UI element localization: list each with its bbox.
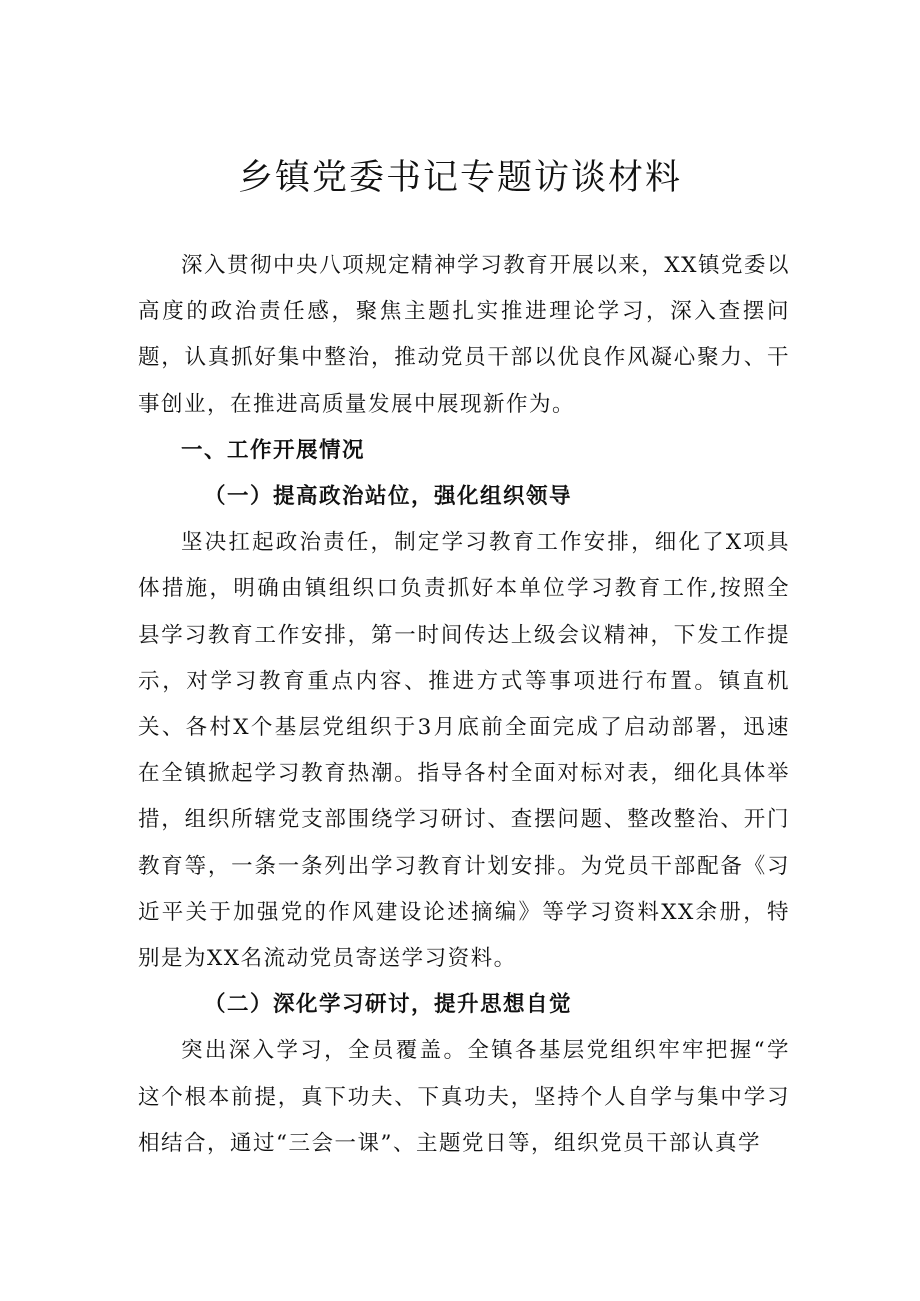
subsection-heading-1: （一）提高政治站位，强化组织领导: [204, 484, 573, 510]
subsection-1-paragraph: 坚决扛起政治责任，制定学习教育工作安排，细化了X项具体措施，明确由镇组织口负责抓好本单位学习教育工作,按照全县学习教育工作安排，第一时间传达上级会议精神，下发工作提示，对学习教育重点内容、推进方式等事项进行布置。镇直机关、各村X个基层党组织于3月底前全面完成了启动部署，迅速在全镇掀起学习教育热潮。指导各村全面对标对表，细化具体举措，组织所辖党支部围绕学习研讨、查摆问题、整改整治、开门教育等，一条一条列出学习教育计划安排。为党员干部配备《习近平关于加强党的作风建设论述摘编》等学习资料XX余册，特别是为XX名流动党员寄送学习资料。: [138, 530, 790, 972]
subsection-2-paragraph: 突出深入学习，全员覆盖。全镇各基层党组织牢牢把握“学这个根本前提，真下功夫、下真功夫，坚持个人自学与集中学习相结合，通过“三会一课”、主题党日等，组织党员干部认真学: [138, 1038, 790, 1156]
subsection-heading-2: （二）深化学习研讨，提升思想自觉: [204, 992, 573, 1018]
intro-paragraph: 深入贯彻中央八项规定精神学习教育开展以来，XX镇党委以高度的政治责任感，聚焦主题扎实推进理论学习，深入查摆问题，认真抓好集中整治，推动党员干部以优良作风凝心聚力、干事创业，在推进高质量发展中展现新作为。: [138, 253, 790, 417]
section-heading-1: 一、工作开展情况: [181, 437, 366, 463]
document-body: [138, 243, 790, 1167]
document-title: 乡镇党委书记专题访谈材料: [237, 158, 682, 198]
